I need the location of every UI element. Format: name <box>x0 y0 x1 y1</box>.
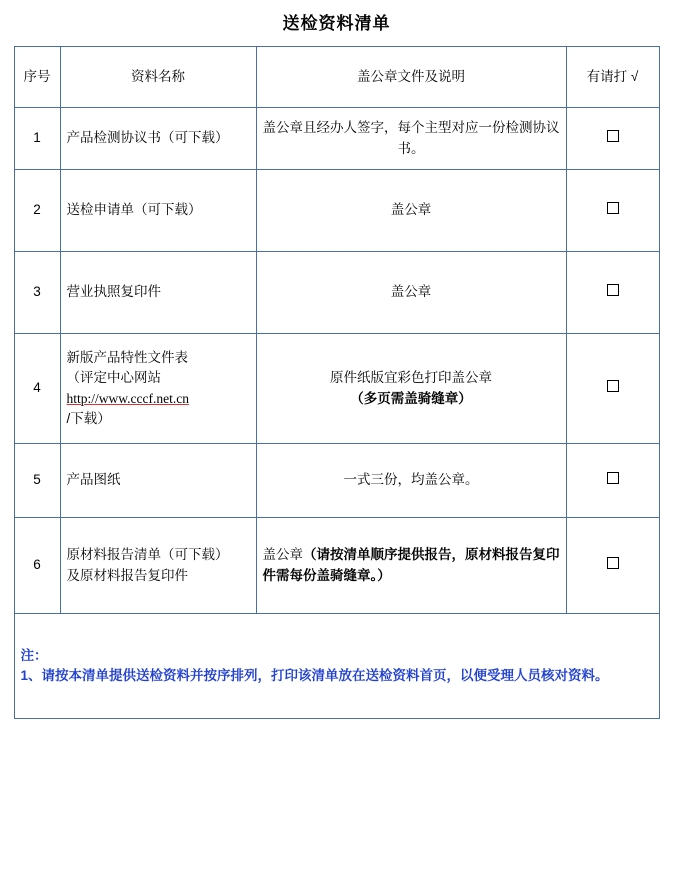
row-checkbox-cell[interactable] <box>566 170 659 252</box>
table-row <box>14 334 659 444</box>
table-row <box>14 444 659 518</box>
page-title: 送检资料清单 <box>282 14 391 33</box>
row-description: 盖公章且经办人签字，每个主型对应一份检测协议书。 <box>256 108 566 170</box>
checklist-table <box>14 46 660 719</box>
description-bold: （请按清单顺序提供报告，原材料报告复印件需每份盖骑缝章。） <box>262 547 560 583</box>
description-line-2: （多页需盖骑缝章） <box>350 390 472 406</box>
row-description <box>256 518 566 614</box>
checkbox-icon[interactable] <box>607 202 619 214</box>
material-name-line-4: /下载） <box>66 410 111 426</box>
row-material-name <box>60 518 256 614</box>
row-material-name <box>60 334 256 444</box>
note-label: 注： <box>20 647 48 663</box>
checkbox-icon[interactable] <box>607 380 619 392</box>
note-line-1: 1、请按本清单提供送检资料并按序排列，打印该清单放在送检资料首页，以便受理人员核对资料。 <box>20 668 609 683</box>
row-number: 1 <box>14 108 60 170</box>
description-prefix: 盖公章 <box>262 547 303 563</box>
column-header-desc: 盖公章文件及说明 <box>256 47 566 108</box>
material-name-line-1: 原材料报告清单（可下载） <box>66 547 229 563</box>
row-number: 4 <box>14 334 60 444</box>
checkbox-icon[interactable] <box>607 557 619 569</box>
row-checkbox-cell[interactable] <box>566 334 659 444</box>
row-number: 5 <box>14 444 60 518</box>
column-header-no: 序号 <box>14 47 60 108</box>
material-name-line-1: 新版产品特性文件表 <box>66 350 188 365</box>
row-description: 一式三份，均盖公章。 <box>256 444 566 518</box>
checkbox-icon[interactable] <box>607 472 619 484</box>
table-row <box>14 518 659 614</box>
note-block <box>14 614 659 719</box>
material-name-line-2: （评定中心网站 <box>66 370 161 386</box>
note-row <box>14 614 659 719</box>
row-material-name: 产品检测协议书（可下载） <box>60 108 256 170</box>
row-material-name: 产品图纸 <box>60 444 256 518</box>
table-row <box>14 170 659 252</box>
row-checkbox-cell[interactable] <box>566 518 659 614</box>
row-description <box>256 334 566 444</box>
row-checkbox-cell[interactable] <box>566 444 659 518</box>
table-row <box>14 252 659 334</box>
row-number: 3 <box>14 252 60 334</box>
checkbox-icon[interactable] <box>607 284 619 296</box>
row-number: 2 <box>14 170 60 252</box>
checkbox-icon[interactable] <box>607 130 619 142</box>
row-checkbox-cell[interactable] <box>566 252 659 334</box>
column-header-check: 有请打 √ <box>566 47 659 108</box>
row-checkbox-cell[interactable] <box>566 108 659 170</box>
table-row <box>14 108 659 170</box>
row-material-name: 营业执照复印件 <box>60 252 256 334</box>
website-link[interactable]: http://www.cccf.net.cn <box>66 390 189 406</box>
column-header-name: 资料名称 <box>60 47 256 108</box>
row-description: 盖公章 <box>256 170 566 252</box>
table-header-row <box>14 47 659 108</box>
row-number: 6 <box>14 518 60 614</box>
description-line-1: 原件纸版宜彩色打印盖公章 <box>330 370 492 386</box>
row-description: 盖公章 <box>256 252 566 334</box>
row-material-name: 送检申请单（可下载） <box>60 170 256 252</box>
material-name-line-2: 及原材料报告复印件 <box>66 567 188 583</box>
